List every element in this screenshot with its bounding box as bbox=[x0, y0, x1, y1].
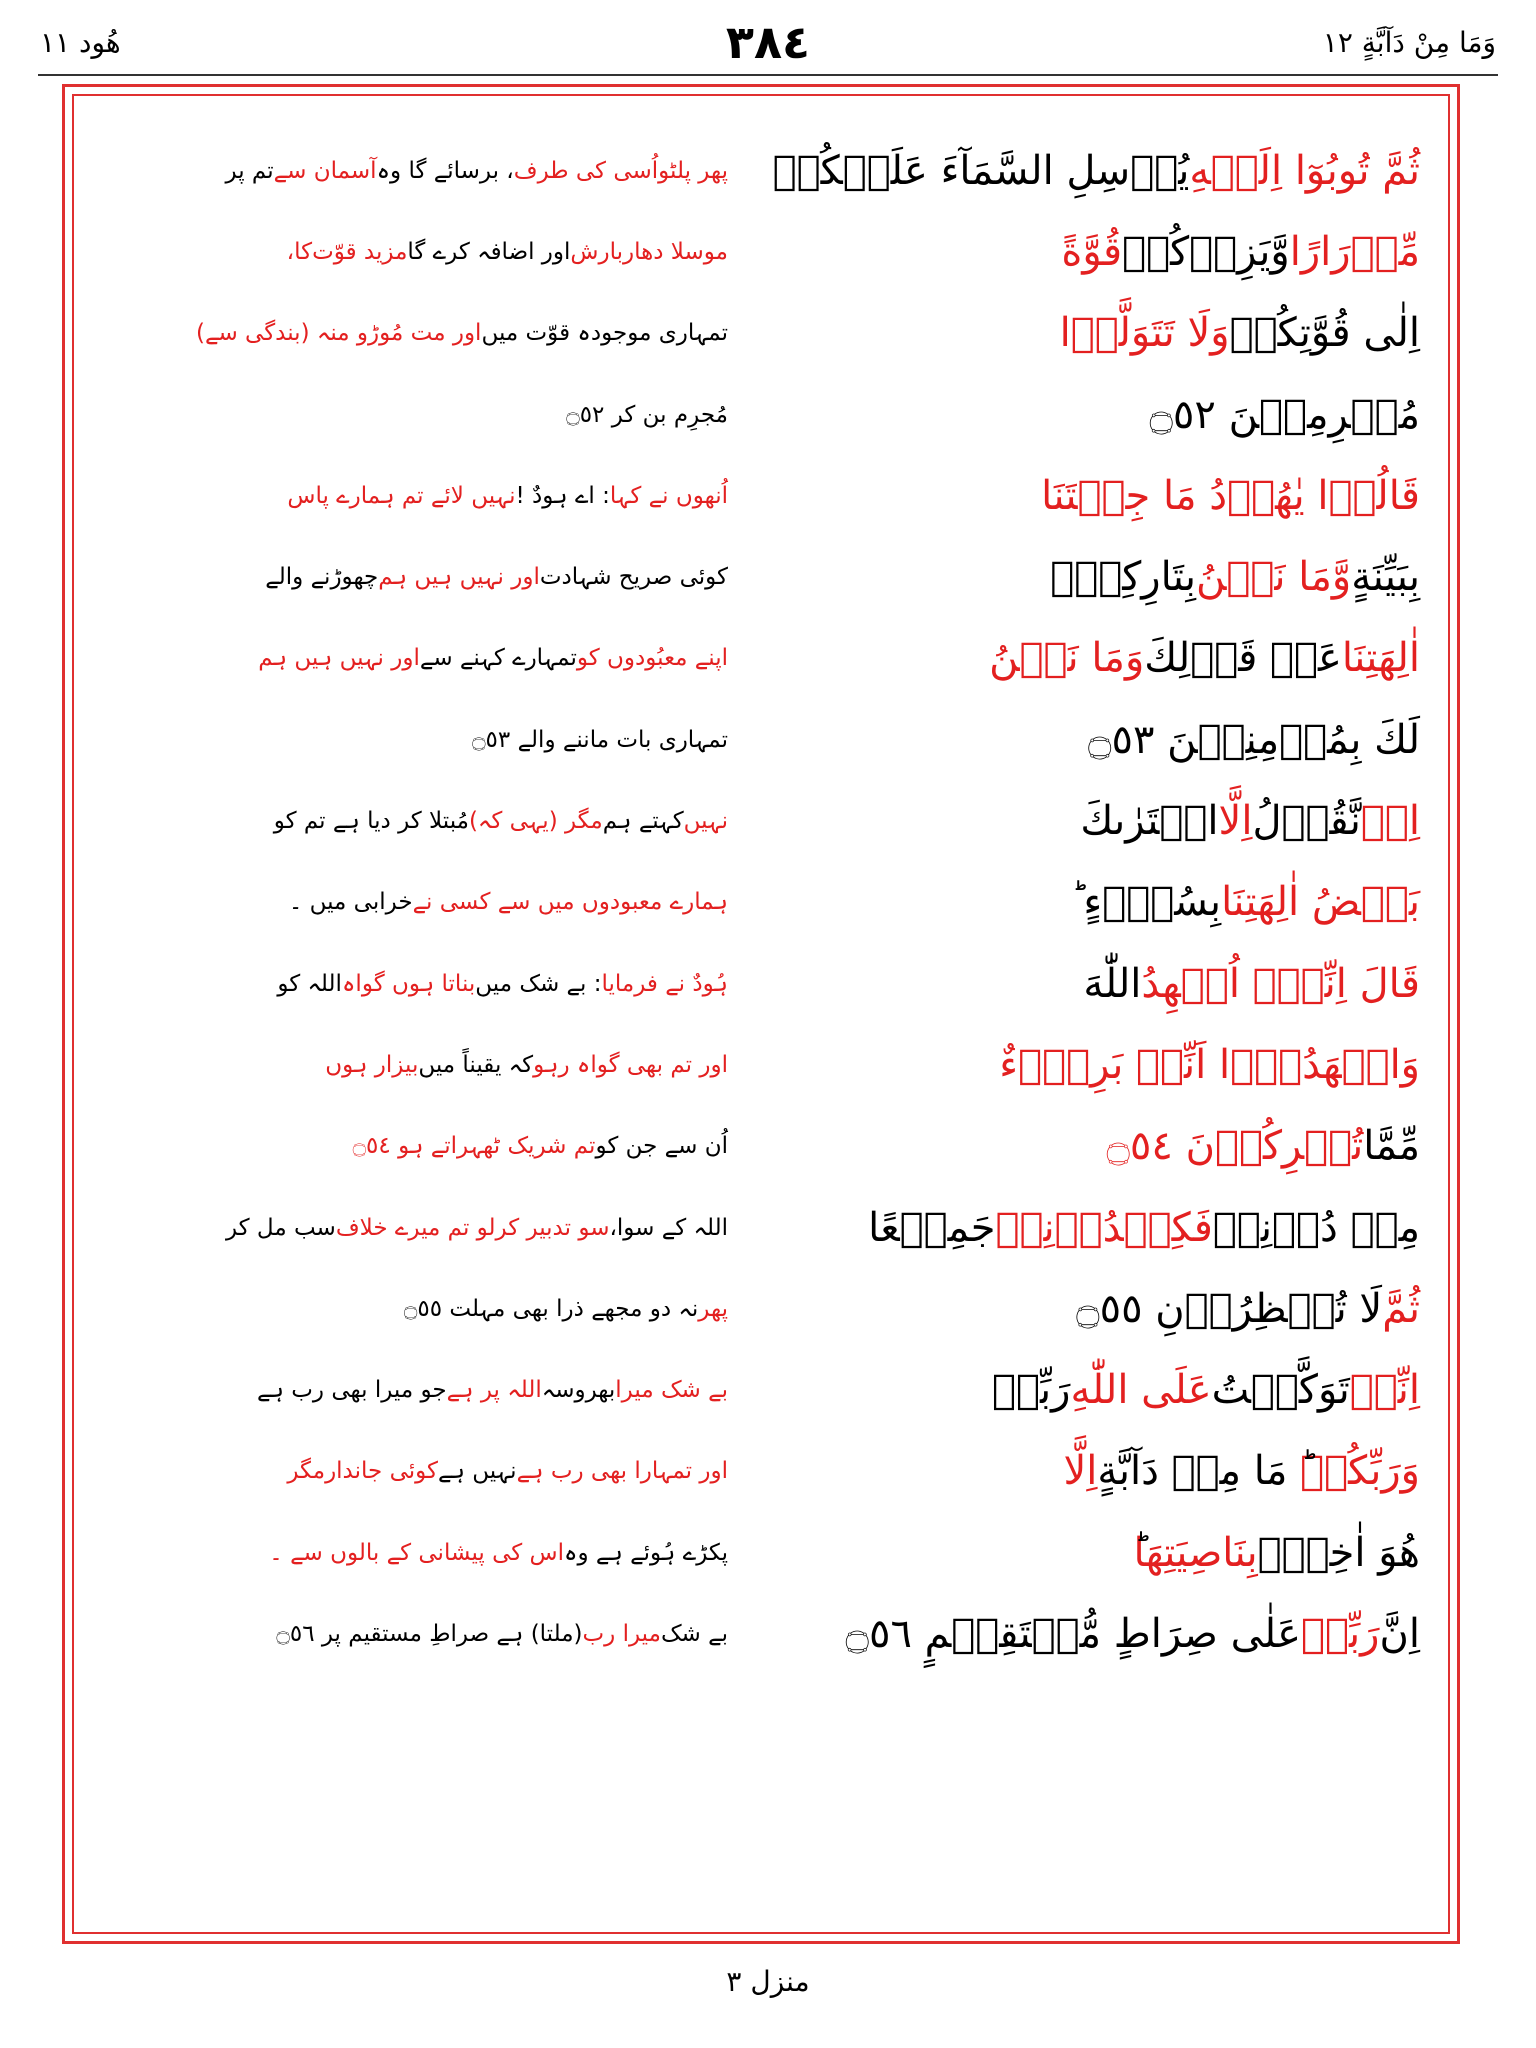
urdu-translation-segment: پھر bbox=[698, 1295, 728, 1322]
urdu-translation-line bbox=[108, 1512, 728, 1593]
arabic-verse-line bbox=[760, 536, 1420, 617]
urdu-translation-line bbox=[108, 862, 728, 943]
urdu-translation-line bbox=[108, 130, 728, 211]
urdu-translation-segment: مُبتلا کر دیا ہے تم کو bbox=[273, 808, 469, 835]
urdu-translation-segment: اللہ کے سوا، bbox=[609, 1214, 728, 1241]
urdu-translation-line bbox=[108, 374, 728, 455]
urdu-translation-segment: اور نہیں ہیں ہم bbox=[258, 645, 420, 672]
urdu-translation-segment: اللہ پر ہے bbox=[446, 1377, 542, 1404]
arabic-verse-segment: مِّمَّا bbox=[1363, 1123, 1420, 1170]
urdu-translation-segment: نہیں ہے bbox=[437, 1458, 517, 1485]
arabic-verse-segment: عَلٰى صِرَاطٍ مُّسۡتَقِيۡمٍ ۝٥٦ bbox=[845, 1610, 1302, 1657]
arabic-verse-segment: عَنۡ قَوۡلِكَ bbox=[1144, 635, 1342, 682]
surah-name-header: ھُود ١١ bbox=[40, 25, 121, 59]
urdu-translation-segment: نہیں لائے تم ہمارے پاس bbox=[287, 482, 516, 509]
arabic-verse-line bbox=[760, 211, 1420, 292]
arabic-verse-segment: تَوَكَّلۡتُ bbox=[1211, 1367, 1350, 1414]
urdu-translation-segment: کہتے ہم bbox=[602, 808, 684, 835]
urdu-translation-column bbox=[108, 130, 728, 1920]
urdu-translation-line bbox=[108, 1431, 728, 1512]
urdu-translation-line bbox=[108, 780, 728, 861]
arabic-verse-segment: مُجۡرِمِيۡنَ ۝٥٢ bbox=[1149, 391, 1420, 438]
arabic-verse-segment: ؕ مَا مِنۡ دَآبَّةٍ bbox=[1097, 1448, 1301, 1495]
urdu-translation-segment: (ملتا) ہے صراطِ مستقیم پر ۝٥٦ bbox=[276, 1620, 583, 1647]
urdu-translation-line bbox=[108, 943, 728, 1024]
urdu-translation-segment: تم شریک ٹھہراتے ہو ۝٥٤ bbox=[352, 1133, 596, 1160]
urdu-translation-segment: تمہارے کہنے سے bbox=[419, 645, 577, 672]
urdu-translation-line bbox=[108, 699, 728, 780]
arabic-verse-segment: اللّٰهَ bbox=[1083, 960, 1142, 1007]
urdu-translation-line bbox=[108, 536, 728, 617]
arabic-verse-segment: رَبِّىۡ bbox=[991, 1367, 1071, 1414]
urdu-translation-line bbox=[108, 1593, 728, 1674]
arabic-verse-segment: وَمَا نَحۡنُ bbox=[989, 635, 1145, 682]
urdu-translation-segment: تمہاری موجودہ قوّت میں bbox=[481, 320, 728, 347]
urdu-translation-segment: تمہاری بات ماننے والے ۝٥٣ bbox=[472, 726, 728, 753]
urdu-translation-segment: میرا رب bbox=[582, 1620, 661, 1647]
urdu-translation-segment: : اے ہودٌ ! bbox=[515, 482, 610, 509]
urdu-translation-segment: نہیں bbox=[683, 808, 728, 835]
arabic-verse-line bbox=[760, 130, 1420, 211]
urdu-translation-segment: اور نہیں ہیں ہم bbox=[378, 564, 540, 591]
urdu-translation-line bbox=[108, 1268, 728, 1349]
arabic-verse-line bbox=[760, 1512, 1420, 1593]
arabic-verse-segment: وَرَبِّكُمۡ bbox=[1300, 1448, 1420, 1495]
urdu-translation-segment: اور مت مُوڑو منہ (بندگی سے) bbox=[196, 320, 482, 347]
urdu-translation-segment: ہُودٌ نے فرمایا bbox=[601, 970, 728, 997]
urdu-translation-line bbox=[108, 1106, 728, 1187]
header-divider bbox=[38, 74, 1498, 76]
arabic-verse-segment: مِنۡ دُوۡنِهٖ bbox=[1212, 1204, 1420, 1251]
urdu-translation-segment: جو میرا بھی رب ہے bbox=[257, 1377, 447, 1404]
urdu-translation-segment: مزید قوّت bbox=[312, 238, 408, 265]
arabic-verse-segment: قُوَّةً bbox=[1061, 228, 1123, 275]
urdu-translation-segment: سب مل کر bbox=[225, 1214, 336, 1241]
urdu-translation-segment: سو تدبیر کرلو تم میرے خلاف bbox=[335, 1214, 610, 1241]
arabic-verse-segment: وَلَا تَتَوَلَّوۡا bbox=[1059, 310, 1230, 357]
arabic-verse-line bbox=[760, 1106, 1420, 1187]
urdu-translation-segment: کا، bbox=[286, 238, 313, 265]
urdu-translation-line bbox=[108, 618, 728, 699]
urdu-translation-segment: بیزار ہوں bbox=[325, 1051, 419, 1078]
urdu-translation-line bbox=[108, 1349, 728, 1430]
urdu-translation-segment: مُجرِم بن کر ۝٥٢ bbox=[566, 401, 728, 428]
urdu-translation-segment: آسمان سے bbox=[273, 157, 377, 184]
urdu-translation-segment: ، برسائے گا وہ bbox=[376, 157, 514, 184]
arabic-verse-segment: اِنَّ bbox=[1379, 1610, 1420, 1657]
arabic-verse-segment: قَالَ اِنِّىۡٓ اُشۡهِدُ bbox=[1141, 960, 1420, 1007]
urdu-translation-segment: اپنے معبُودوں کو bbox=[576, 645, 728, 672]
arabic-verse-line bbox=[760, 780, 1420, 861]
urdu-translation-segment: مگر (یہی کہ) bbox=[468, 808, 603, 835]
urdu-translation-segment: اُسی کی طرف bbox=[513, 157, 659, 184]
arabic-verse-segment: بِبَيِّنَةٍ bbox=[1351, 554, 1420, 601]
arabic-verse-segment: اِلَّا bbox=[1063, 1448, 1098, 1495]
urdu-translation-segment: چھوڑنے والے bbox=[265, 564, 379, 591]
urdu-translation-segment: بھروسہ bbox=[541, 1377, 616, 1404]
urdu-translation-segment: اور تم بھی گواہ رہو bbox=[533, 1051, 728, 1078]
arabic-verse-line bbox=[760, 455, 1420, 536]
arabic-verse-segment: رَبِّىۡ bbox=[1301, 1610, 1380, 1657]
urdu-translation-segment: اور اضافہ کرے گا bbox=[407, 238, 571, 265]
arabic-verse-line bbox=[760, 862, 1420, 943]
urdu-translation-segment: کوئی صریح شہادت bbox=[539, 564, 728, 591]
arabic-verse-segment: اِنِّىۡ bbox=[1349, 1367, 1420, 1414]
arabic-verse-segment: مِّدۡرَارًا bbox=[1289, 228, 1420, 275]
arabic-verse-segment: بِنَاصِيَتِهَا bbox=[1133, 1529, 1258, 1576]
arabic-verse-segment: تُشۡرِكُوۡنَ ۝٥٤ bbox=[1106, 1123, 1364, 1170]
urdu-translation-segment: کوئی جاندار bbox=[325, 1458, 438, 1485]
urdu-translation-segment: : بے شک میں bbox=[475, 970, 602, 997]
arabic-verse-segment: قَالُوۡا يٰهُوۡدُ مَا جِئۡتَنَا bbox=[1041, 472, 1420, 519]
urdu-translation-segment: نہ دو مجھے ذرا بھی مہلت ۝٥٥ bbox=[403, 1295, 699, 1322]
urdu-translation-segment: موسلا دھار bbox=[623, 238, 728, 265]
urdu-translation-segment: اُنھوں نے کہا bbox=[609, 482, 728, 509]
arabic-verse-segment: لَا تُنۡظِرُوۡنِ ۝٥٥ bbox=[1076, 1285, 1383, 1332]
urdu-translation-segment: اس کی پیشانی کے بالوں سے ۔ bbox=[269, 1539, 565, 1566]
arabic-verse-segment: عَلَى اللّٰهِ bbox=[1070, 1367, 1212, 1414]
arabic-verse-segment: لَكَ بِمُؤۡمِنِيۡنَ ۝٥٣ bbox=[1088, 716, 1420, 763]
arabic-verse-line bbox=[760, 1024, 1420, 1105]
urdu-translation-line bbox=[108, 455, 728, 536]
arabic-verse-segment: وَاشۡهَدُوۡٓا اَنِّىۡ بَرِىۡٓءٌ bbox=[999, 1041, 1420, 1088]
arabic-verse-line bbox=[760, 699, 1420, 780]
arabic-verse-line bbox=[760, 293, 1420, 374]
urdu-translation-segment: اُن سے جن کو bbox=[595, 1133, 728, 1160]
urdu-translation-line bbox=[108, 293, 728, 374]
arabic-verse-line bbox=[760, 943, 1420, 1024]
urdu-translation-segment: اور تمہارا بھی رب ہے bbox=[516, 1458, 728, 1485]
arabic-verse-line bbox=[760, 1349, 1420, 1430]
urdu-translation-segment: بے شک bbox=[660, 1620, 728, 1647]
urdu-translation-segment: پھر پلٹو bbox=[658, 157, 728, 184]
arabic-verse-segment: اِلٰى قُوَّتِكُمۡ bbox=[1229, 310, 1420, 357]
arabic-verse-segment: جَمِيۡعًا bbox=[868, 1204, 996, 1251]
arabic-verse-segment: اعۡتَرٰىكَ bbox=[1080, 798, 1219, 845]
urdu-translation-segment: بے شک میرا bbox=[615, 1377, 728, 1404]
urdu-translation-segment: بناتا ہوں گواہ bbox=[341, 970, 476, 997]
arabic-verse-segment: يُرۡسِلِ السَّمَآءَ عَلَيۡكُمۡ bbox=[772, 147, 1190, 194]
urdu-translation-segment: اللہ کو bbox=[277, 970, 342, 997]
arabic-verse-segment: اِلَّا bbox=[1218, 798, 1253, 845]
urdu-translation-segment: کہ یقیناً میں bbox=[418, 1051, 534, 1078]
arabic-text-column bbox=[760, 130, 1420, 1920]
arabic-verse-segment: ثُمَّ bbox=[1382, 1285, 1420, 1332]
manzil-footer: منزل ٣ bbox=[726, 1965, 810, 1998]
arabic-verse-line bbox=[760, 1431, 1420, 1512]
urdu-translation-line bbox=[108, 1024, 728, 1105]
arabic-verse-segment: ثُمَّ تُوبُوٓا اِلَيۡهِ bbox=[1189, 147, 1420, 194]
juz-name-header: وَمَا مِنْ دَآبَّةٍ ١٢ bbox=[1322, 25, 1496, 59]
arabic-verse-segment: نَّقُوۡلُ bbox=[1252, 798, 1361, 845]
arabic-verse-line bbox=[760, 618, 1420, 699]
arabic-verse-line bbox=[760, 1187, 1420, 1268]
arabic-verse-segment: بِسُوۡٓءٍ ؕ bbox=[1070, 879, 1222, 926]
arabic-verse-segment: اٰلِهَتِنَا bbox=[1341, 635, 1420, 682]
urdu-translation-segment: پکڑے ہُوئے ہے وہ bbox=[564, 1539, 728, 1566]
arabic-verse-line bbox=[760, 1593, 1420, 1674]
urdu-translation-segment: خرابی میں ۔ bbox=[288, 889, 413, 916]
urdu-translation-line bbox=[108, 211, 728, 292]
arabic-verse-segment: وَّيَزِدۡكُمۡ bbox=[1122, 228, 1290, 275]
arabic-verse-segment: بِتَارِكِىۡٓ bbox=[1050, 554, 1196, 601]
arabic-verse-line bbox=[760, 374, 1420, 455]
urdu-translation-segment: ہمارے معبودوں میں سے کسی نے bbox=[412, 889, 728, 916]
arabic-verse-segment: بَعۡضُ اٰلِهَتِنَا bbox=[1221, 879, 1420, 926]
arabic-verse-line bbox=[760, 1268, 1420, 1349]
urdu-translation-segment: مگر bbox=[287, 1458, 326, 1485]
arabic-verse-segment: فَكِيۡدُوۡنِىۡ bbox=[995, 1204, 1213, 1251]
arabic-verse-segment: هُوَ اٰخِذٌۢ bbox=[1257, 1529, 1420, 1576]
arabic-verse-segment: وَّمَا نَحۡنُ bbox=[1195, 554, 1352, 601]
urdu-translation-segment: بارش bbox=[570, 238, 623, 265]
page-number: ٣٨٤ bbox=[725, 15, 811, 69]
urdu-translation-segment: تم پر bbox=[225, 157, 274, 184]
urdu-translation-line bbox=[108, 1187, 728, 1268]
arabic-verse-segment: اِنۡ bbox=[1360, 798, 1420, 845]
